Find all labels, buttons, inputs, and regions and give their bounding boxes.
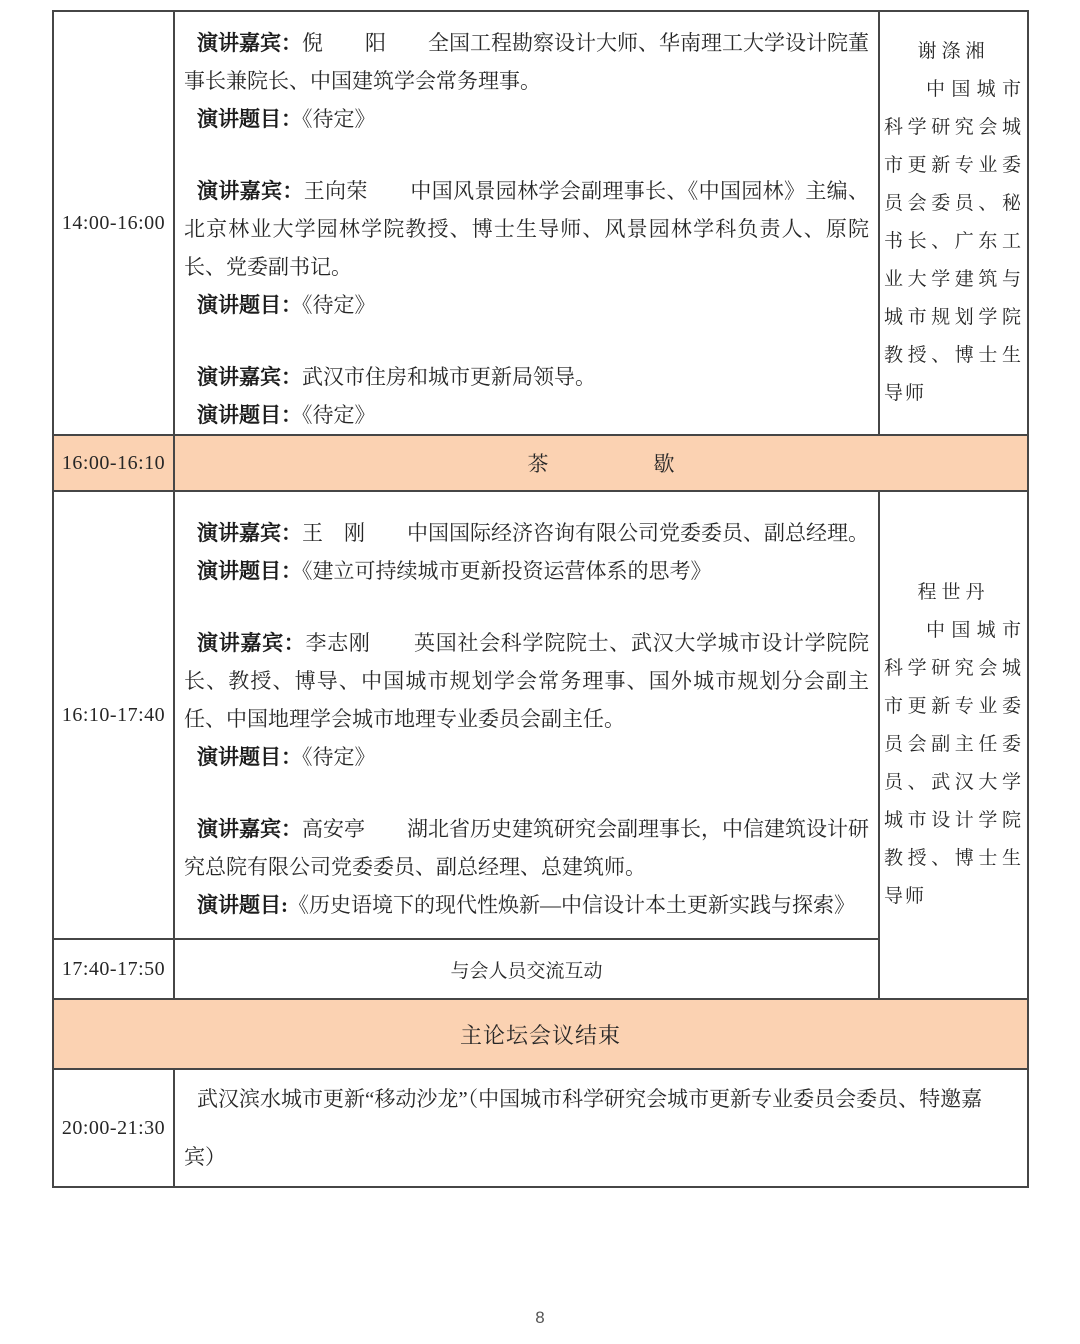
time-slot-2: 16:00-16:10	[53, 435, 174, 491]
time-slot-1: 14:00-16:00	[53, 11, 174, 435]
topic-label: 演讲题目：	[197, 559, 302, 583]
topic-line	[184, 738, 869, 776]
topic-label: 演讲题目:	[197, 893, 288, 917]
guest-text: 李志刚 英国社会科学院院士、武汉大学城市设计学院院长、教授、博导、中国城市规划学会常务理事、国外城市规划分会副主任、中国地理学会城市地理专业委员会副主任。	[184, 631, 869, 731]
guest-label: 演讲嘉宾：	[197, 631, 306, 655]
topic-line	[184, 396, 869, 434]
time-slot-4: 17:40-17:50	[53, 939, 174, 999]
topic-text: 《待定》	[302, 107, 376, 131]
topic-label: 演讲题目：	[197, 745, 302, 769]
guest-line	[184, 514, 869, 552]
topic-line	[184, 100, 869, 138]
table-row	[53, 435, 1028, 491]
agenda-table	[52, 10, 1029, 1188]
guest-text: 王向荣 中国风景园林学会副理事长、《中国园林》主编、北京林业大学园林学院教授、博士生导师、风景园林学科负责人、原院长、党委副书记。	[184, 179, 870, 279]
table-row	[53, 491, 1028, 939]
moderator-cell-1	[879, 11, 1028, 435]
guest-label: 演讲嘉宾：	[197, 31, 302, 55]
guest-line	[184, 624, 869, 738]
guest-line	[184, 358, 869, 396]
topic-text: 《待定》	[302, 293, 376, 317]
topic-text: 《待定》	[302, 745, 376, 769]
guest-label: 演讲嘉宾：	[197, 179, 304, 203]
guest-text: 高安亭 湖北省历史建筑研究会副理事长，中信建筑设计研究总院有限公司党委委员、副总经理、总建筑师。	[184, 817, 869, 879]
speech-block	[184, 24, 869, 138]
topic-label: 演讲题目：	[197, 293, 302, 317]
forum-end-cell: 主论坛会议结束	[53, 999, 1028, 1069]
moderator-name: 谢涤湘	[917, 41, 990, 62]
topic-line	[184, 286, 869, 324]
topic-text: 《历史语境下的现代性焕新—中信设计本土更新实践与探索》	[288, 893, 855, 917]
guest-line	[184, 172, 869, 286]
guest-label: 演讲嘉宾：	[197, 365, 302, 389]
moderator-bio: 中国城市科学研究会城市更新专业委员会副主任委员、武汉大学城市设计学院教授、博士生导师	[884, 620, 1023, 907]
table-row	[53, 999, 1028, 1069]
moderator-cell-3	[879, 491, 1028, 999]
moderator-bio: 中国城市科学研究会城市更新专业委员会委员、秘书长、广东工业大学建筑与城市规划学院教授、博士生导师	[884, 79, 1023, 404]
topic-text: 《建立可持续城市更新投资运营体系的思考》	[302, 559, 712, 583]
guest-text: 王 刚 中国国际经济咨询有限公司党委委员、副总经理。	[302, 521, 869, 545]
table-row	[53, 1069, 1028, 1187]
time-slot-6: 20:00-21:30	[53, 1069, 174, 1187]
speech-block	[184, 810, 869, 924]
moderator-name: 程世丹	[917, 582, 990, 603]
topic-label: 演讲题目：	[197, 403, 302, 427]
guest-line	[184, 24, 869, 100]
topic-text: 《待定》	[302, 403, 376, 427]
topic-label: 演讲题目：	[197, 107, 302, 131]
page-number: 8	[535, 1308, 545, 1327]
session-content-1	[174, 11, 879, 435]
tea-break-cell: 茶 歇	[174, 435, 1028, 491]
session-content-3	[174, 491, 879, 939]
topic-line	[184, 886, 869, 924]
table-row	[53, 11, 1028, 435]
guest-line	[184, 810, 869, 886]
evening-salon-text: 武汉滨水城市更新“移动沙龙”（中国城市科学研究会城市更新专业委员会委员、特邀嘉宾）	[184, 1087, 983, 1169]
topic-line	[184, 552, 869, 590]
speech-block	[184, 624, 869, 776]
speech-block	[184, 358, 869, 434]
guest-text: 武汉市住房和城市更新局领导。	[302, 365, 596, 389]
evening-salon-cell	[174, 1069, 1028, 1187]
speech-block	[184, 514, 869, 590]
speech-block	[184, 172, 869, 324]
guest-text: 倪 阳 全国工程勘察设计大师、华南理工大学设计院董事长兼院长、中国建筑学会常务理事。	[184, 31, 869, 93]
time-slot-3: 16:10-17:40	[53, 491, 174, 939]
guest-label: 演讲嘉宾：	[197, 817, 302, 841]
exchange-cell: 与会人员交流互动	[174, 939, 879, 999]
guest-label: 演讲嘉宾：	[197, 521, 302, 545]
